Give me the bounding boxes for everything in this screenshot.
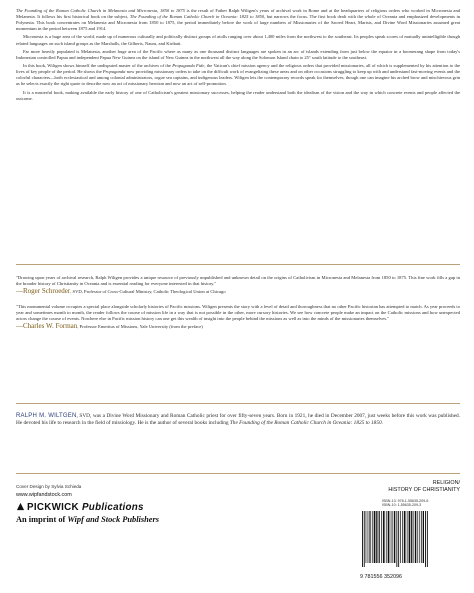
divider-rule [16, 403, 460, 404]
barcode-bar [376, 511, 377, 563]
endorsement-attribution [16, 288, 460, 295]
endorser-affiliation: , Professor Emeritus of Missions, Yale University (from the preface) [77, 324, 203, 330]
barcode-bar [425, 511, 426, 567]
endorser-affiliation: , SVD, Professor of Cross-Cultural Ministry, Catholic Theological Union at Chicago [70, 289, 226, 295]
barcode-bar [411, 511, 412, 563]
endorsement [16, 304, 460, 331]
previous-book-title: The Founding of the Roman Catholic Church in Oceania: 1825 to 1850, [129, 14, 266, 20]
barcode-icon [360, 509, 460, 569]
isbn-10: ISBN-10: 1-55635-209-3 [382, 503, 422, 508]
barcode-bar [396, 511, 397, 567]
barcode-bar [383, 511, 385, 563]
barcode-bar [386, 511, 387, 563]
endorsement [16, 275, 460, 296]
barcode-bar [394, 511, 395, 563]
barcode-block [360, 499, 460, 580]
barcode-bar [407, 511, 408, 563]
description-paragraph-4: In this book, Wiltgen shows himself the undisputed master of the archives of the Propaganda Fide, the Vatican's chief mission agency and the religious orders that provided missionaries, all of which is supplemented by his attention to the lives of key people of the period. He shows the Propaganda now providing missionary orders to take on the difficult work of evangelizing these areas and on other occasions struggling to keep up with and understand fast-moving events and the colorful characters—both ecclesiastical and among colonial administrators, rogue sea captains, and indigenous leaders. Wiltgen lets the contemporary records speak for themselves, though one can imagine his arched brow and mischievous grin as he selects exactly the right quote to describe now an act of missionary heroism and now an act of self-promotion. [16, 63, 461, 87]
bio-book-title: The Founding of the Roman Catholic Church in Oceania: 1825 to 1850. [229, 420, 383, 427]
barcode-bar [393, 511, 394, 563]
barcode-bar [364, 511, 365, 567]
cover-design-credit: Cover Design by Sylvia Schieda [16, 484, 82, 489]
author-name: RALPH M. WILTGEN [16, 413, 77, 419]
barcode-bar [388, 511, 390, 563]
barcode-bar [421, 511, 422, 563]
description-paragraph-3: Far more heavily populated is Melanesia, another huge area of the Pacific where as many as one thousand distinct languages are spoken in an arc of islands extending from just below the equator in a boomerang shape from today's Indonesian controlled Papua and independent Papua New Guinea on the island of New Guinea in the northwest all the way along the Solomon Island chain to 25° south latitude to the southeast. [16, 48, 460, 60]
barcode-bar [381, 511, 382, 563]
barcode-bar [398, 511, 399, 567]
endorser-name: —Charles W. Forman [16, 322, 78, 331]
barcode-digits: 9 781556 352096 [360, 574, 402, 580]
barcode-bar [415, 511, 416, 563]
barcode-bar [368, 511, 369, 563]
book-description [16, 8, 460, 104]
barcode-bar [374, 511, 376, 563]
barcode-bar [379, 511, 380, 563]
author-bio: RALPH M. WILTGEN, SVD, was a Divine Word Missionary and Roman Catholic priest for over fifty-seven years. Born in 1921, he died in December 2007, just weeks before this work was published. He devoted his life to research in the field of missiology. He is the author of several books including The Founding of the Roman Catholic Church in Oceania: 1825 to 1850. [16, 413, 460, 427]
subject-category: RELIGION/ HISTORY OF CHRISTIANITY [388, 480, 460, 493]
ean-barcode [360, 509, 460, 580]
book-title: The Founding of the Roman Catholic Church in Melanesia and Micronesia, 1850 to 1875 [16, 8, 185, 13]
publisher-website[interactable]: www.wipfandstock.com [16, 492, 72, 498]
description-paragraph-1: The Founding of the Roman Catholic Church in Melanesia and Micronesia, 1850 to 1875 is the result of Father Ralph Wiltgen's years of archival work in Rome and at the headquarters of religious orders who worked in Micronesia and Melanesia. It follows his first historical book on the subject, The Founding of the Roman Catholic Church in Oceania: 1825 to 1850, but narrows the focus. The first book dealt with the whole of Oceania and emphasized developments in Polynesia. This book concentrates on Melanesia and Micronesia from 1850 to 1875, the period immediately before the work of large numbers of Missionaries of the Sacred Heart, Marists, and Divine Word Missionaries assumed great momentum in the period between 1875 and 1914. [16, 8, 460, 32]
barcode-bar [369, 511, 370, 563]
barcode-bar [402, 511, 403, 563]
barcode-bar [400, 511, 401, 563]
description-paragraph-2: Micronesia is a huge area of the world, made up of numerous culturally and politically distinct groups of atolls ranging over about 1,400 miles from the northwest to the southeast. Its peoples speak scores of mutually unintelligible though related languages on such island groups as the Marshalls, the Gilberts, Nauru, and Kiribati. [16, 34, 460, 46]
barcode-bar [417, 511, 418, 563]
barcode-bar [427, 511, 428, 567]
endorsement-quote: "Drawing upon years of archival research, Ralph Wiltgen provides a unique resource of previously unpublished and unknown detail on the origins of Catholicism in Micronesia and Melanesia from 1850 to 1875. This fine work fills a gap in the broader history of Christianity in Oceania and is essential reading for everyone interested in that history." [16, 275, 460, 287]
endorser-name: —Roger Schroeder [16, 287, 71, 296]
publisher-logo-icon [16, 502, 25, 511]
publisher-name: PICKWICK Publications [16, 502, 144, 513]
barcode-bar [414, 511, 415, 563]
endorsement-quote: "This monumental volume occupies a special place alongside scholarly histories of Pacific missions. Wiltgen presents the story with a level of detail and thoroughness that no other Pacific historian has attempted to match. As year proceeds to year and sometimes month to month, the reader follows the course of mission life in a way that is not possible in the other, more cursory histories. We see how concrete people make an impact on the Catholic missions and how unexpected actors change the course of events. Nowhere else in Pacific mission history can one get this wealth of insight into the people behind the missions as well as into the minds of the missionaries themselves." [16, 303, 460, 322]
barcode-bar [391, 511, 392, 563]
barcode-bar [404, 511, 406, 563]
barcode-bar [366, 511, 367, 563]
isbn-numbers [382, 499, 460, 508]
endorsement-attribution [16, 323, 460, 330]
endorsements [16, 275, 460, 338]
isbn-13: ISBN-13: 978-1-55635-209-6 [382, 499, 429, 503]
barcode-bar [372, 511, 373, 563]
publisher-imprint: An imprint of Wipf and Stock Publishers [16, 515, 160, 524]
barcode-bar [362, 511, 363, 567]
divider-rule [16, 473, 460, 474]
divider-rule [16, 264, 460, 265]
barcode-bar [423, 511, 424, 563]
description-paragraph-5: It is a masterful book, making available the early history of one of Catholicism's greatest missionary successes, helping the reader understand both the idealism of the vision and the way in which concrete events and people affected the outcome. [16, 89, 460, 101]
barcode-bar [419, 511, 420, 563]
barcode-bar [409, 511, 411, 563]
